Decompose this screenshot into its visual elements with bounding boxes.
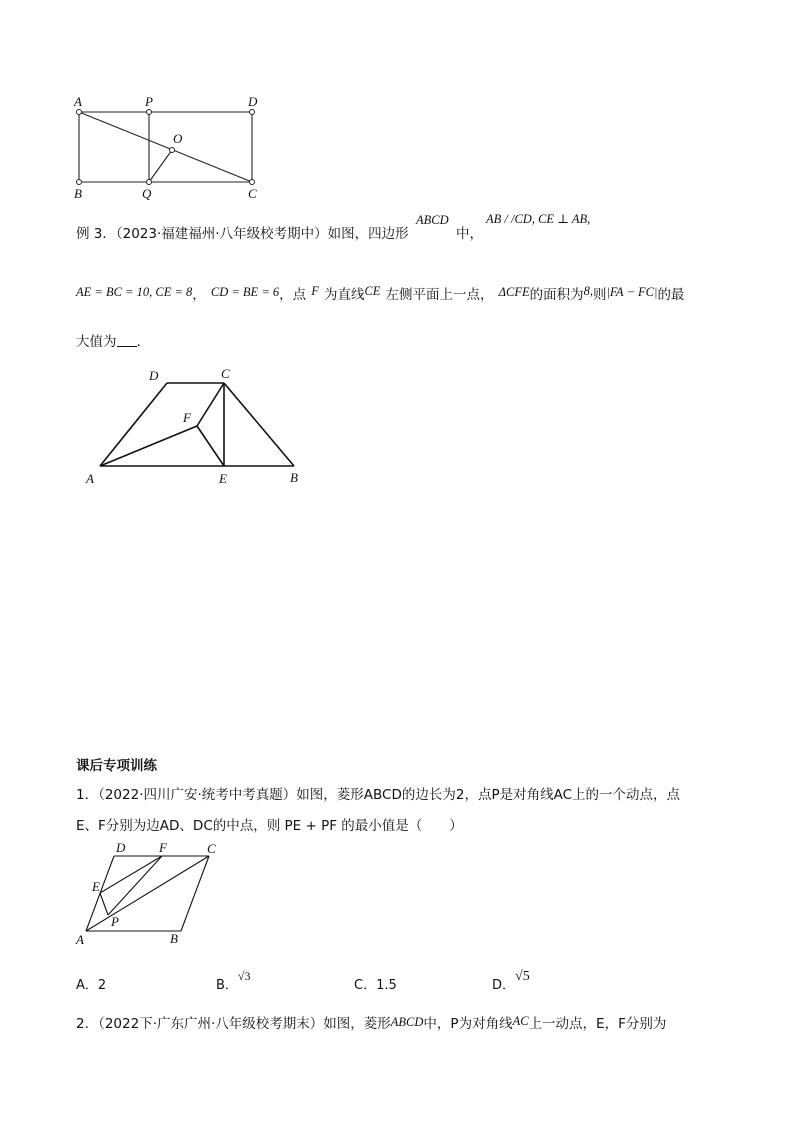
label-p: P	[145, 94, 153, 109]
point-b	[77, 180, 82, 185]
q1-option-c[interactable]	[354, 974, 397, 993]
label-b: B	[170, 931, 178, 946]
option-letter: A．	[76, 978, 98, 993]
segment-pf	[108, 856, 162, 915]
label-b: B	[74, 186, 82, 201]
option-letter: C．	[354, 978, 377, 993]
answer-blank[interactable]	[117, 333, 137, 347]
q1-option-b[interactable]	[216, 969, 251, 993]
example3-max-text: 的最	[657, 287, 685, 303]
q2-mid: 中，P为对角线	[423, 1016, 513, 1032]
q2-ac: AC	[512, 1014, 529, 1028]
example3-line1	[76, 225, 409, 243]
point-a	[77, 110, 82, 115]
example3-cond2: AE = BC = 10, CE = 8	[76, 285, 193, 299]
segment-cb	[224, 383, 294, 466]
example3-end: .	[136, 334, 141, 350]
example3-point-text: ，点	[279, 287, 307, 303]
example3-point-f: F	[311, 284, 319, 298]
example3-abs-expr: |FA − FC|	[606, 285, 658, 299]
example3-line3-text: 大值为	[76, 334, 117, 350]
point-p	[147, 110, 152, 115]
label-e: E	[219, 471, 227, 486]
q1-option-a[interactable]	[76, 974, 106, 993]
label-b: B	[290, 470, 298, 485]
segment-ac	[86, 856, 209, 931]
label-c: C	[207, 841, 216, 856]
point-c	[250, 180, 255, 185]
q1-line1: 1．（2022·四川广安·统考中考真题）如图，菱形ABCD的边长为2，点P是对角线AC上的一个动点，点	[76, 787, 681, 803]
label-q: Q	[142, 186, 152, 201]
example3-then: 则	[592, 287, 607, 303]
example3-mid: 中，	[456, 226, 483, 242]
example3-prefix: 例 3．（2023·福建福州·八年级校考期中）如图，四边形	[76, 226, 409, 242]
q2-prefix: 2．（2022下·广东广州·八年级校考期末）如图，菱形	[76, 1016, 391, 1032]
q1-option-d[interactable]	[492, 969, 530, 994]
example3-left-text: 左侧平面上一点，	[385, 287, 494, 303]
example3-area: 8,	[583, 284, 593, 298]
segment-qo	[149, 150, 172, 182]
option-value: 1.5	[376, 978, 397, 993]
option-value: 2	[97, 978, 107, 993]
label-a: A	[86, 471, 94, 486]
example3-cond3: CD = BE = 6	[210, 285, 280, 299]
segment-af	[100, 426, 197, 466]
point-o	[170, 148, 175, 153]
example3-line-text: 为直线	[323, 287, 365, 303]
example3-triangle: ΔCFE	[498, 285, 530, 299]
label-a: A	[76, 932, 84, 947]
section-title: 课后专项训练	[76, 758, 157, 774]
figure-rectangle-abcd	[60, 90, 280, 205]
label-c: C	[248, 186, 257, 201]
q2-suffix: 上一动点，E，F分别为	[528, 1016, 667, 1032]
label-d: D	[248, 94, 258, 109]
segment-ad	[100, 383, 167, 466]
label-o: O	[173, 131, 183, 146]
option-letter: D．	[492, 978, 516, 993]
q2-line1	[76, 1015, 666, 1033]
example3-line3	[76, 333, 141, 351]
point-q	[147, 180, 152, 185]
q1-line2: E、F分别为边AD、DC的中点，则 PE + PF 的最小值是（ ）	[76, 818, 463, 834]
option-value: √5	[515, 969, 530, 984]
example3-quad: ABCD	[416, 213, 449, 227]
segment-bc	[181, 856, 209, 931]
label-d: D	[116, 840, 126, 855]
segment-fe	[197, 426, 224, 466]
label-f: F	[183, 410, 191, 425]
label-f: F	[159, 840, 167, 855]
segment-ef	[100, 856, 162, 893]
example3-comma: ，	[192, 287, 206, 303]
example3-area-text: 的面积为	[529, 287, 584, 303]
label-e: E	[92, 879, 100, 894]
example3-ce: CE	[364, 284, 381, 298]
option-value: √3	[237, 969, 251, 983]
point-d	[250, 110, 255, 115]
example3-cond1: AB / /CD, CE ⊥ AB,	[486, 212, 591, 226]
q2-quad: ABCD	[390, 1015, 424, 1029]
example3-line2	[76, 284, 684, 304]
label-a: A	[74, 94, 82, 109]
segment-pe	[100, 893, 108, 915]
label-d: D	[149, 368, 159, 383]
option-letter: B．	[216, 978, 238, 993]
label-c: C	[221, 366, 230, 381]
figure-rhombus-abcd	[74, 838, 234, 950]
segment-ac	[79, 112, 252, 182]
figure-trapezoid-abcd	[80, 362, 320, 492]
segment-fc	[197, 383, 224, 426]
label-p: P	[111, 914, 119, 929]
